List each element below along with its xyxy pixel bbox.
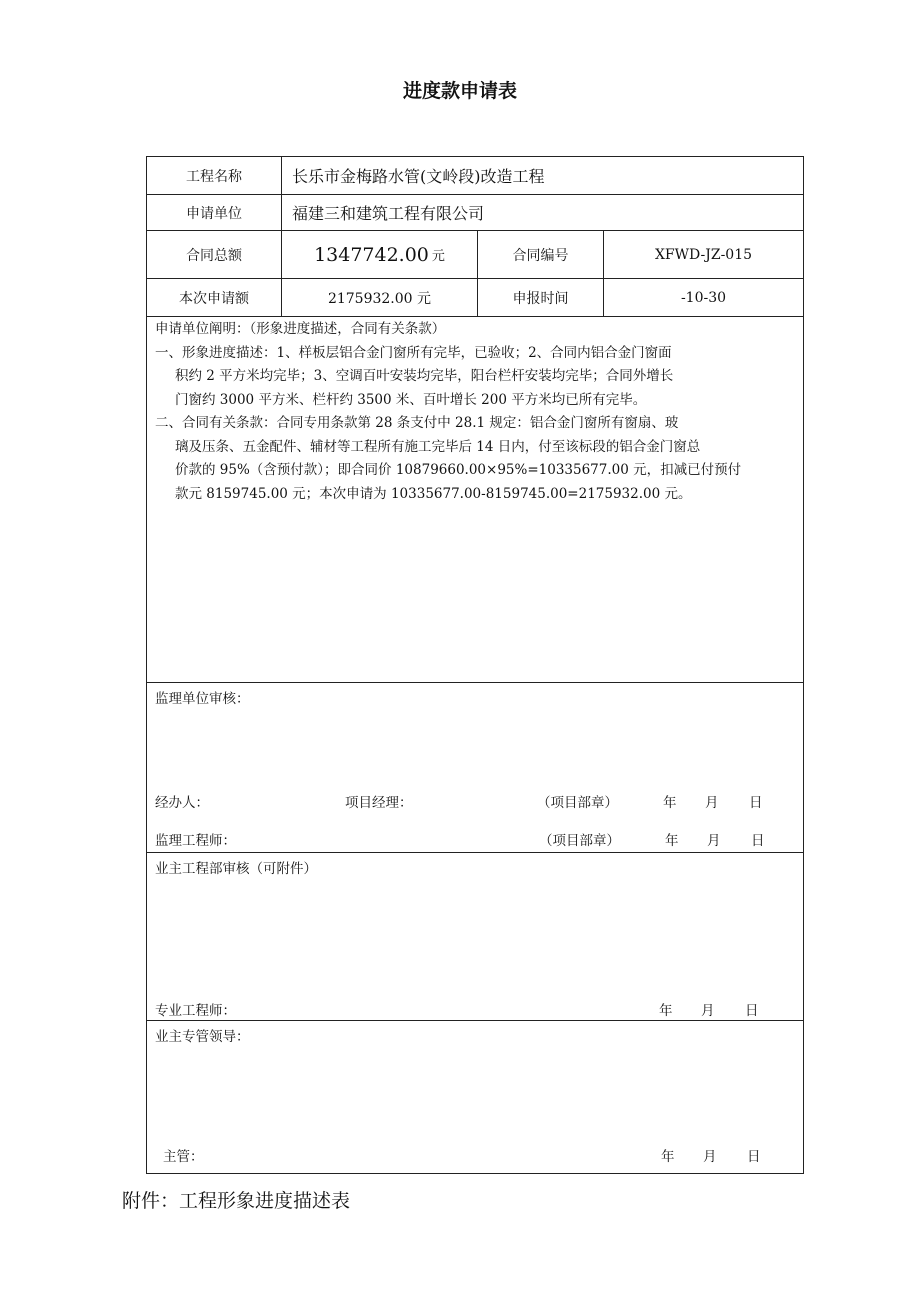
contract-total-unit: 元 (431, 249, 445, 264)
date-year: 年 (659, 1003, 673, 1019)
explanation-text (155, 318, 797, 506)
supervisor-in-charge-label: 主管： (163, 1149, 204, 1165)
value-contract-total (281, 231, 477, 278)
owner-dept-heading: 业主工程部审核（可附件） (155, 861, 317, 877)
section-owner-dept-review (147, 853, 803, 1021)
owner-leader-heading: 业主专管领导： (155, 1029, 250, 1045)
explanation-line: 门窗约 3000 平方米、栏杆约 3500 米、百叶增长 200 平方米均已所有完毕。 (175, 391, 647, 408)
contract-total-amount: 1347742.00 (314, 243, 429, 266)
date-day: 日 (745, 1003, 759, 1019)
section-supervisor-review (147, 683, 803, 853)
explanation-line: 璃及压条、五金配件、辅材等工程所有施工完毕后 14 日内，付至该标段的铝合金门窗总 (175, 438, 701, 455)
row-this-request (147, 279, 803, 317)
explanation-line: 款元 8159745.00 元；本次申请为 10335677.00-8159745.00=2175932.00 元。 (175, 485, 692, 502)
signer-label: 经办人： (155, 795, 209, 811)
application-form (146, 156, 804, 1174)
date-year: 年 (665, 833, 679, 849)
row-contract-total (147, 231, 803, 279)
label-this-request: 本次申请额 (179, 290, 249, 307)
date-day: 日 (747, 1149, 761, 1165)
row-applicant (147, 195, 803, 231)
date-month: 月 (701, 1003, 715, 1019)
page-title: 进度款申请表 (402, 80, 517, 102)
label-contract-code: 合同编号 (477, 231, 603, 278)
date-day: 日 (751, 833, 765, 849)
value-report-date: -10-30 (603, 279, 803, 316)
value-contract-code: XFWD-JZ-015 (603, 231, 803, 278)
value-this-request: 2175932.00 元 (281, 279, 477, 316)
value-applicant: 福建三和建筑工程有限公司 (281, 195, 803, 230)
professional-engineer-label: 专业工程师： (155, 1003, 236, 1019)
date-month: 月 (707, 833, 721, 849)
date-year: 年 (663, 795, 677, 811)
explanation-line: 一、形象进度描述：1、样板层铝合金门窗所有完毕，已验收；2、合同内铝合金门窗面 (155, 344, 672, 361)
label-project-name: 工程名称 (186, 168, 242, 185)
row-project-name (147, 157, 803, 195)
supervisor-heading: 监理单位审核： (155, 691, 250, 707)
value-project-name: 长乐市金梅路水管(文岭段)改造工程 (281, 157, 803, 194)
supervisor-engineer-label: 监理工程师： (155, 833, 236, 849)
supervisor-seal-label: （项目部章） (539, 833, 620, 849)
label-report-date: 申报时间 (477, 279, 603, 316)
attachment-note: 附件：工程形象进度描述表 (122, 1190, 351, 1212)
explanation-line: 价款的 95%（含预付款）；即合同价 10879660.00×95%=10335677.00 元，扣减已付预付 (175, 462, 742, 478)
explanation-heading: 申请单位阐明：（形象进度描述，合同有关条款） (155, 321, 446, 337)
label-applicant: 申请单位 (186, 205, 242, 222)
explanation-line: 积约 2 平方米均完毕；3、空调百叶安装均完毕，阳台栏杆安装均完毕；合同外增长 (175, 368, 674, 384)
project-seal-label: （项目部章） (537, 795, 618, 811)
date-day: 日 (749, 795, 763, 811)
date-month: 月 (703, 1149, 717, 1165)
label-contract-total: 合同总额 (186, 247, 242, 264)
date-month: 月 (705, 795, 719, 811)
date-year: 年 (661, 1149, 675, 1165)
project-manager-label: 项目经理： (345, 795, 413, 811)
explanation-line: 二、合同有关条款：合同专用条款第 28 条支付中 28.1 规定：铝合金门窗所有窗扇、玻 (155, 415, 679, 431)
section-owner-leader (147, 1021, 803, 1173)
